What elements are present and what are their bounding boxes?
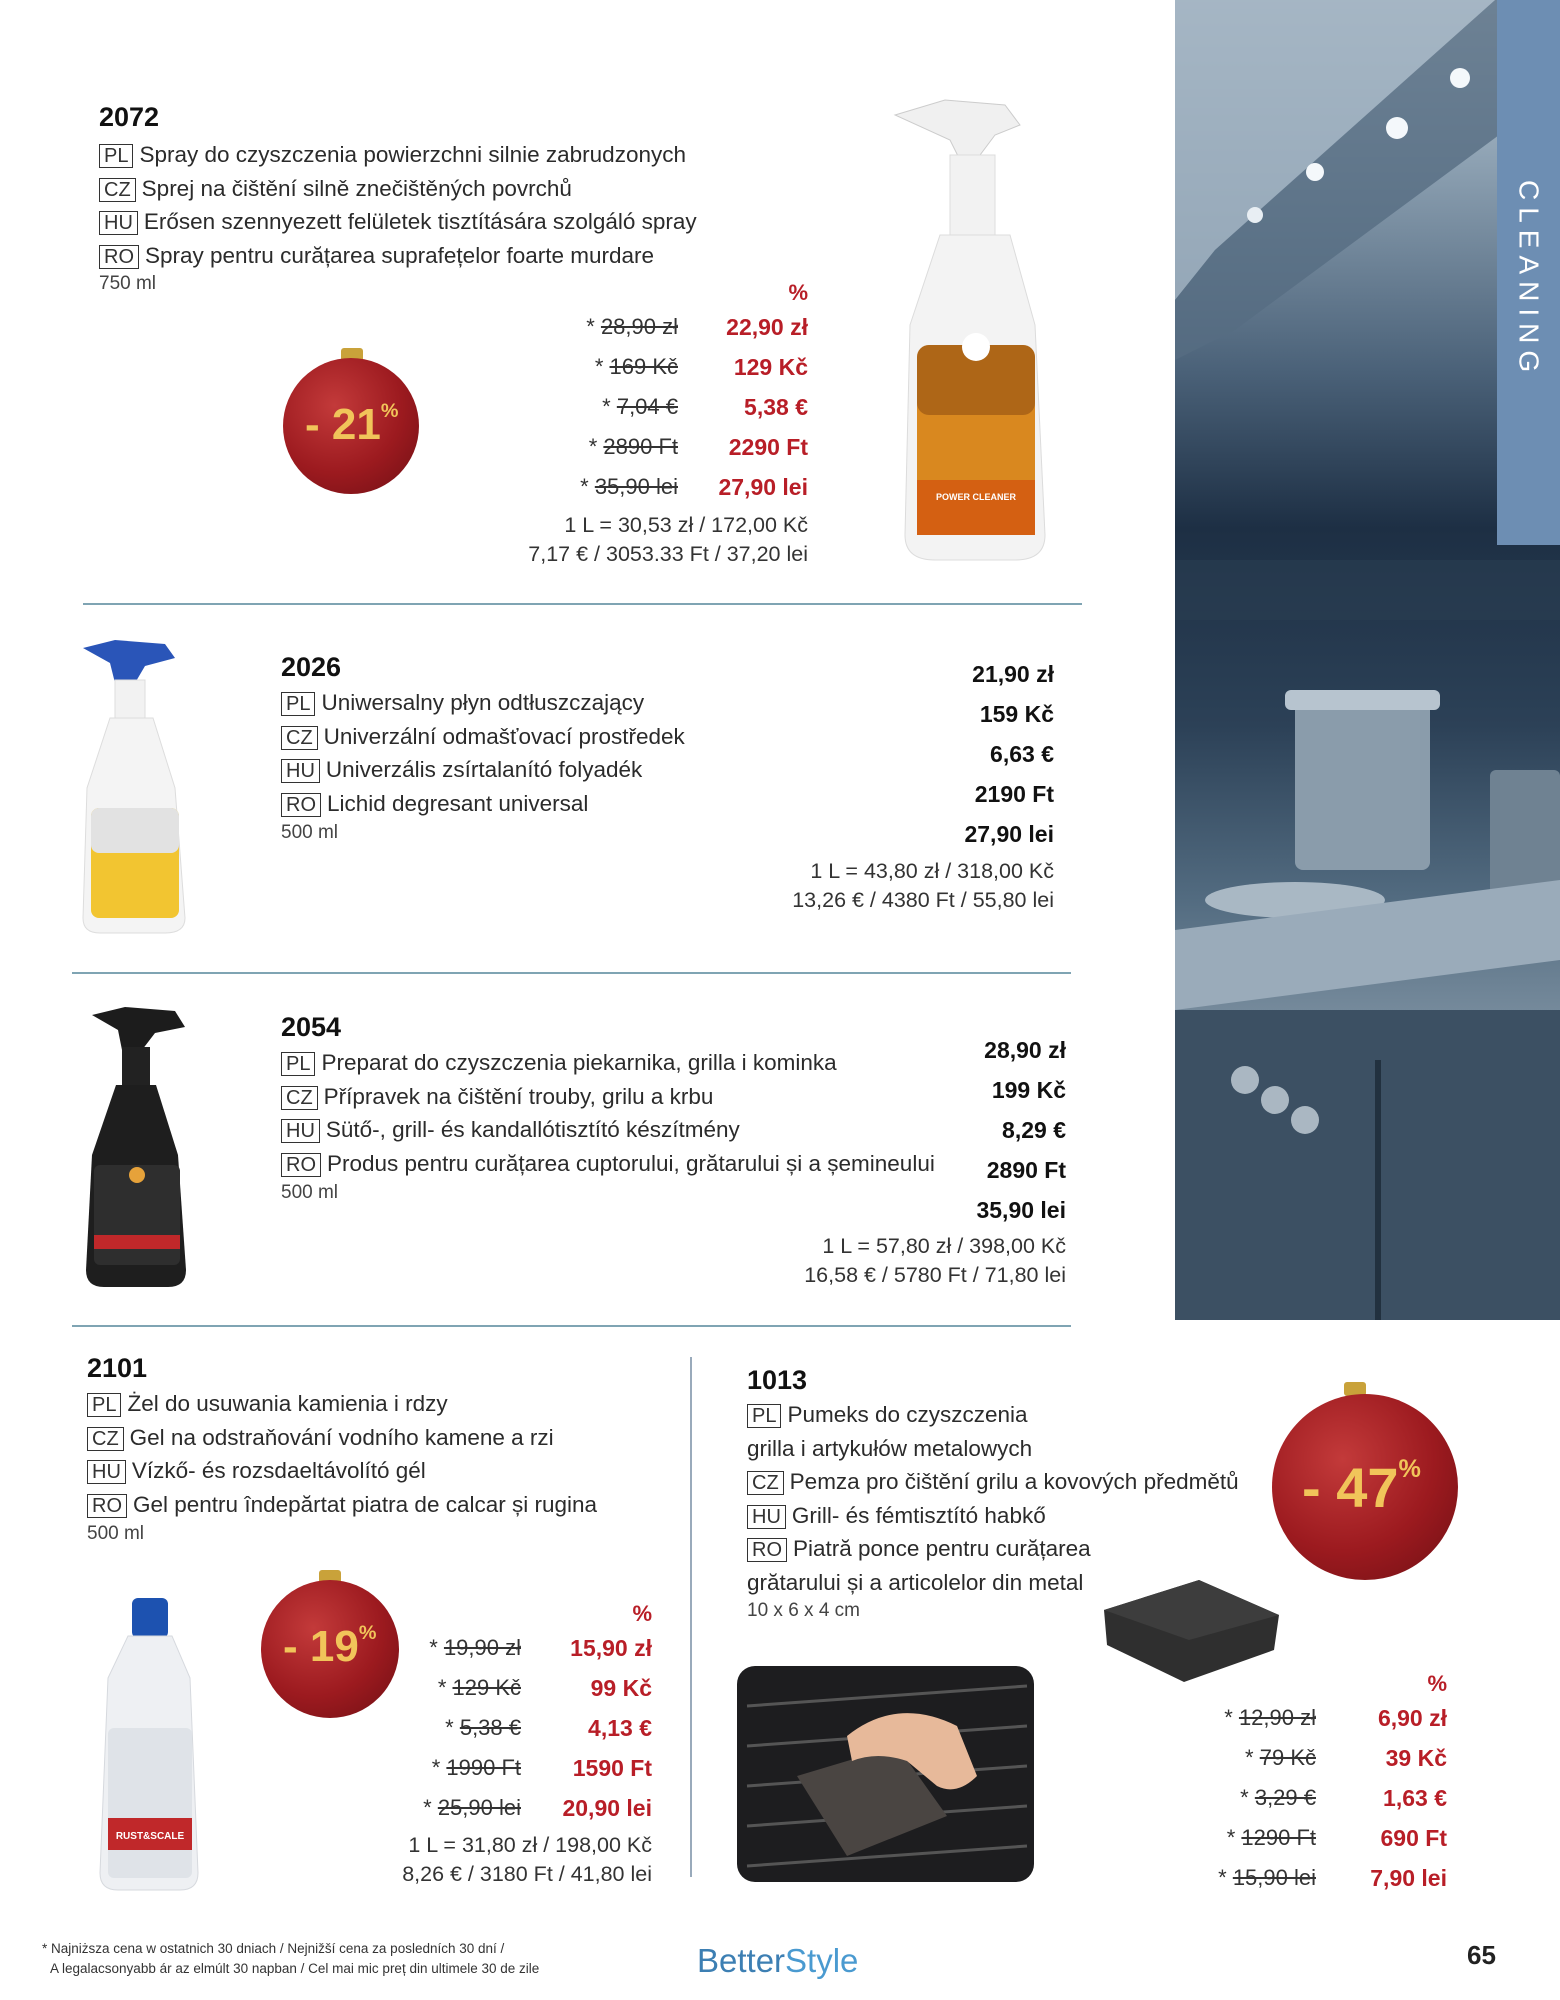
description-text: Přípravek na čištění trouby, grilu a krbu xyxy=(323,1083,714,1109)
lang-tag: PL xyxy=(281,692,315,716)
unit-price-line: 7,17 € / 3053.33 Ft / 37,20 lei xyxy=(528,542,808,566)
description-text: Pemza pro čištění grilu a kovových předmětů xyxy=(789,1469,1239,1494)
description-line xyxy=(87,1454,597,1488)
description-line xyxy=(99,138,697,172)
description-line xyxy=(99,205,697,239)
unit-price xyxy=(0,511,808,569)
lang-tag: HU xyxy=(281,759,320,783)
description-text: Grill- és fémtisztító habkő xyxy=(791,1502,1046,1528)
unit-price-line: 1 L = 57,80 zł / 398,00 Kč xyxy=(822,1234,1066,1258)
product-code: 2101 xyxy=(87,1353,148,1383)
divider xyxy=(72,1325,1071,1327)
price: 6,63 € xyxy=(990,741,1054,767)
lang-tag: RO xyxy=(747,1538,787,1562)
product-volume: 500 ml xyxy=(87,1523,145,1544)
description-text: Sprej na čištění silně znečištěných povrchů xyxy=(141,175,572,201)
description-text: Pumeks do czyszczenia xyxy=(787,1402,1028,1427)
description-text: Lichid degresant universal xyxy=(327,790,589,816)
unit-price-line: 16,58 € / 5780 Ft / 71,80 lei xyxy=(804,1263,1066,1287)
section-tab xyxy=(1497,0,1560,545)
old-price: * 2890 Ft xyxy=(588,434,678,459)
footer-note-line: * Najniższa cena w ostatnich 30 dniach / Nejnižší cena za posledních 30 dní / xyxy=(42,1941,505,1956)
description-text: Spray pentru curățarea suprafețelor foarte murdare xyxy=(145,242,655,268)
old-price: * 25,90 lei xyxy=(423,1795,521,1820)
price: 2890 Ft xyxy=(986,1157,1066,1183)
description-line xyxy=(87,1387,597,1421)
new-price: 39 Kč xyxy=(1385,1745,1447,1771)
lang-tag: RO xyxy=(99,245,139,269)
new-price: 6,90 zł xyxy=(1377,1705,1447,1731)
footer-note-line: A legalacsonyabb ár az elmúlt 30 napban / Cel mai mic preț din ultimele 30 de zile xyxy=(50,1961,540,1976)
product-volume: 500 ml xyxy=(281,822,339,843)
description-line xyxy=(747,1532,1239,1566)
lang-tag: PL xyxy=(99,144,133,168)
product-code: 1013 xyxy=(747,1365,808,1395)
unit-price-line: 13,26 € / 4380 Ft / 55,80 lei xyxy=(792,888,1054,912)
product-volume: 500 ml xyxy=(281,1182,339,1203)
new-price: 20,90 lei xyxy=(562,1795,652,1821)
lang-tag: CZ xyxy=(87,1427,124,1451)
unit-price-line: 1 L = 30,53 zł / 172,00 Kč xyxy=(564,513,808,537)
price: 21,90 zł xyxy=(972,661,1054,687)
unit-price-line: 8,26 € / 3180 Ft / 41,80 lei xyxy=(402,1862,652,1886)
brand-name-part: Style xyxy=(785,1942,859,1979)
description-text: Preparat do czyszczenia piekarnika, grilla i kominka xyxy=(321,1050,837,1075)
old-price: * 3,29 € xyxy=(1240,1785,1316,1810)
old-price: * 1290 Ft xyxy=(1226,1825,1316,1850)
description-text: Spray do czyszczenia powierzchni silnie zabrudzonych xyxy=(139,142,686,167)
product-volume: 750 ml xyxy=(99,273,157,294)
price: 159 Kč xyxy=(979,701,1054,727)
product-code: 2026 xyxy=(281,652,342,682)
product-description xyxy=(99,138,697,272)
price: 199 Kč xyxy=(991,1077,1066,1103)
price-column-old xyxy=(0,307,678,507)
price: 8,29 € xyxy=(1002,1117,1066,1143)
old-price: * 79 Kč xyxy=(1245,1745,1316,1770)
old-price: * 129 Kč xyxy=(437,1675,521,1700)
new-price: 2290 Ft xyxy=(728,434,808,460)
lang-tag: PL xyxy=(87,1393,121,1417)
brand-logo xyxy=(697,1942,858,1980)
product-description xyxy=(747,1398,1239,1599)
page-number: 65 xyxy=(1467,1940,1496,1970)
lang-tag: HU xyxy=(747,1505,786,1529)
footer-note xyxy=(42,1939,539,1979)
description-text: Univerzální odmašťovací prostředek xyxy=(323,723,685,749)
description-line xyxy=(747,1432,1239,1466)
price-column-old xyxy=(0,1698,1316,1898)
lang-tag: RO xyxy=(281,1153,321,1177)
discount-pct: % xyxy=(380,400,399,422)
new-price: 99 Kč xyxy=(590,1675,652,1701)
old-price: * 5,38 € xyxy=(445,1715,521,1740)
product-volume: 10 x 6 x 4 cm xyxy=(747,1600,860,1621)
new-price: 1,63 € xyxy=(1383,1785,1447,1811)
lang-tag: HU xyxy=(87,1460,126,1484)
old-price: * 12,90 zł xyxy=(1224,1705,1316,1730)
new-price: 27,90 lei xyxy=(718,474,808,500)
description-text: Uniwersalny płyn odtłuszczający xyxy=(321,690,645,715)
lang-tag: HU xyxy=(99,211,138,235)
brand-name-part: Better xyxy=(697,1942,786,1979)
description-line xyxy=(99,172,697,206)
old-price: * 15,90 lei xyxy=(1218,1865,1316,1890)
description-text: Sütő-, grill- és kandallótisztító készítmény xyxy=(325,1117,740,1142)
new-price: 690 Ft xyxy=(1380,1825,1447,1851)
description-text: Produs pentru curățarea cuptorului, grătarului și a șemineului xyxy=(327,1150,935,1176)
description-text: Vízkő- és rozsdaeltávolító gél xyxy=(131,1458,426,1483)
old-price: * 19,90 zł xyxy=(429,1635,521,1660)
discount-value: - 19 xyxy=(283,1622,359,1671)
bottle-label: RUST&SCALE xyxy=(115,1831,185,1842)
description-text: Piatră ponce pentru curățarea xyxy=(793,1536,1091,1561)
pct-header: % xyxy=(788,280,808,305)
description-line xyxy=(747,1465,1239,1499)
new-price: 22,90 zł xyxy=(726,314,808,340)
price: 28,90 zł xyxy=(984,1037,1066,1063)
old-price: * 7,04 € xyxy=(602,394,678,419)
bottle-label: POWER CLEANER xyxy=(935,492,1017,502)
section-tab-label: CLEANING xyxy=(1513,180,1545,380)
new-price: 15,90 zł xyxy=(570,1635,652,1661)
description-text: grilla i artykułów metalowych xyxy=(747,1435,1033,1461)
lang-tag: PL xyxy=(281,1052,315,1076)
new-price: 5,38 € xyxy=(744,394,808,420)
unit-price-line: 1 L = 31,80 zł / 198,00 Kč xyxy=(408,1833,652,1857)
divider xyxy=(83,603,1082,605)
description-text: Erősen szennyezett felületek tisztítására szolgáló spray xyxy=(143,209,697,234)
price: 27,90 lei xyxy=(964,821,1054,847)
product-code: 2054 xyxy=(281,1012,342,1042)
old-price: * 35,90 lei xyxy=(580,474,678,499)
old-price: * 28,90 zł xyxy=(586,314,678,339)
product-image-oven-cleaner xyxy=(80,1005,195,1295)
discount-pct: % xyxy=(1398,1455,1421,1483)
description-line xyxy=(87,1421,597,1455)
discount-pct: % xyxy=(358,1622,377,1644)
discount-value: - 47 xyxy=(1302,1456,1399,1519)
description-text: Żel do usuwania kamienia i rdzy xyxy=(127,1391,448,1416)
old-price: * 1990 Ft xyxy=(431,1755,521,1780)
lang-tag: CZ xyxy=(99,178,136,202)
description-text: Univerzális zsírtalanító folyadék xyxy=(325,757,643,782)
description-text: grătarului și a articolelor din metal xyxy=(747,1569,1084,1595)
new-price: 4,13 € xyxy=(588,1715,652,1741)
lang-tag: CZ xyxy=(747,1471,784,1495)
description-line xyxy=(747,1398,1239,1432)
new-price: 7,90 lei xyxy=(1370,1865,1447,1891)
description-text: Gel na odstraňování vodního kamene a rzi xyxy=(129,1424,554,1450)
pct-header: % xyxy=(632,1601,652,1626)
product-image-degreaser xyxy=(75,638,195,943)
price: 2190 Ft xyxy=(974,781,1054,807)
lang-tag: HU xyxy=(281,1119,320,1143)
product-image-power-cleaner xyxy=(885,95,1065,570)
new-price: 129 Kč xyxy=(733,354,808,380)
product-description xyxy=(87,1387,597,1521)
new-price: 1590 Ft xyxy=(572,1755,652,1781)
lang-tag: RO xyxy=(281,793,321,817)
description-text: Gel pentru îndepărtat piatra de calcar și rugina xyxy=(133,1491,598,1517)
discount-value: - 21 xyxy=(305,400,381,449)
lang-tag: CZ xyxy=(281,1086,318,1110)
description-line xyxy=(87,1488,597,1522)
lang-tag: PL xyxy=(747,1404,781,1428)
pct-header: % xyxy=(1427,1671,1447,1696)
divider xyxy=(72,972,1071,974)
price: 35,90 lei xyxy=(976,1197,1066,1223)
unit-price-line: 1 L = 43,80 zł / 318,00 Kč xyxy=(810,859,1054,883)
old-price: * 169 Kč xyxy=(594,354,678,379)
lang-tag: RO xyxy=(87,1494,127,1518)
description-line xyxy=(747,1499,1239,1533)
lang-tag: CZ xyxy=(281,726,318,750)
description-line xyxy=(99,239,697,273)
product-code: 2072 xyxy=(99,102,160,132)
